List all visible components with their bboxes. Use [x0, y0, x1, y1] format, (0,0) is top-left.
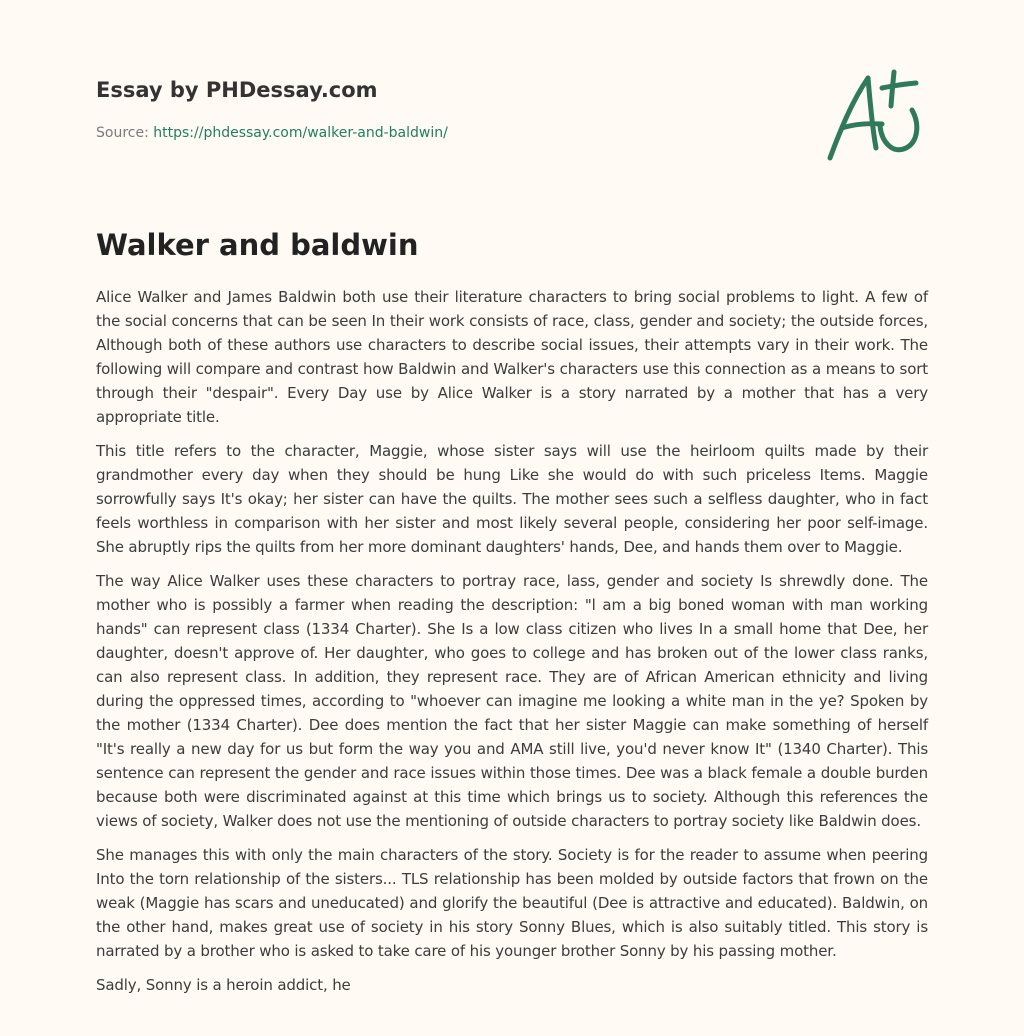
essay-header: [96, 76, 928, 141]
essay-paragraph: Alice Walker and James Baldwin both use their literature characters to bring social problems to light. A few of the social concerns that can be seen In their work consists of race, class, gender and society; the outside forces, Although both of these authors use characters to describe social issues, their attempts vary in their work. The following will compare and contrast how Baldwin and Walker's characters use this connection as a means to sort through their "despair". Every Day use by Alice Walker is a story narrated by a mother that has a very appropriate title.: [96, 288, 928, 426]
essay-paragraph: She manages this with only the main characters of the story. Society is for the reader to assume when peering Into the torn relationship of the sisters... TLS relationship has been molded by outside factors that frown on the weak (Maggie has scars and uneducated) and glorify the beautiful (Dee is attractive and educated). Baldwin, on the other hand, makes great use of society in his story Sonny Blues, which is also suitably titled. This story is narrated by a brother who is asked to take care of his younger brother Sonny by his passing mother.: [96, 846, 928, 960]
essay-paragraph: Sadly, Sonny is a heroin addict, he: [96, 976, 351, 994]
essay-title: Walker and baldwin: [96, 228, 419, 262]
brand-title: Essay by PHDessay.com: [96, 78, 378, 102]
source-link[interactable]: https://phdessay.com/walker-and-baldwin/: [153, 125, 448, 141]
essay-paragraph: The way Alice Walker uses these characters to portray race, lass, gender and society Is shrewdly done. The mother who is possibly a farmer when reading the description: "l am a big boned woman with man working hands" can represent class (1334 Charter). She Is a low class citizen who lives In a small home that Dee, her daughter, doesn't approve of. Her daughter, who goes to college and has broken out of the lower class ranks, can also represent class. In addition, they represent race. They are of African American ethnicity and living during the oppressed times, according to "whoever can imagine me looking a white man in the ye? Spoken by the mother (1334 Charter). Dee does mention the fact that her sister Maggie can make something of herself "It's really a new day for us but form the way you and AMA still live, you'd never know It" (1340 Charter). This sentence can represent the gender and race issues within those times. Dee was a black female a double burden because both were discriminated against at this time which brings us to society. Although this references the views of society, Walker does not use the mentioning of outside characters to portray society like Baldwin does.: [96, 572, 928, 830]
source-label: Source:: [96, 125, 154, 141]
essay-body: [96, 285, 928, 1007]
a-plus-logo-icon: [820, 66, 930, 166]
source-line: [96, 124, 448, 142]
essay-paragraph: This title refers to the character, Maggie, whose sister says will use the heirloom quilts made by their grandmother every day when they should be hung Like she would do with such priceless Items. Maggie sorrowfully says It's okay; her sister can have the quilts. The mother sees such a selfless daughter, who in fact feels worthless in comparison with her sister and most likely several people, considering her poor self-image. She abruptly rips the quilts from her more dominant daughters' hands, Dee, and hands them over to Maggie.: [96, 442, 928, 556]
